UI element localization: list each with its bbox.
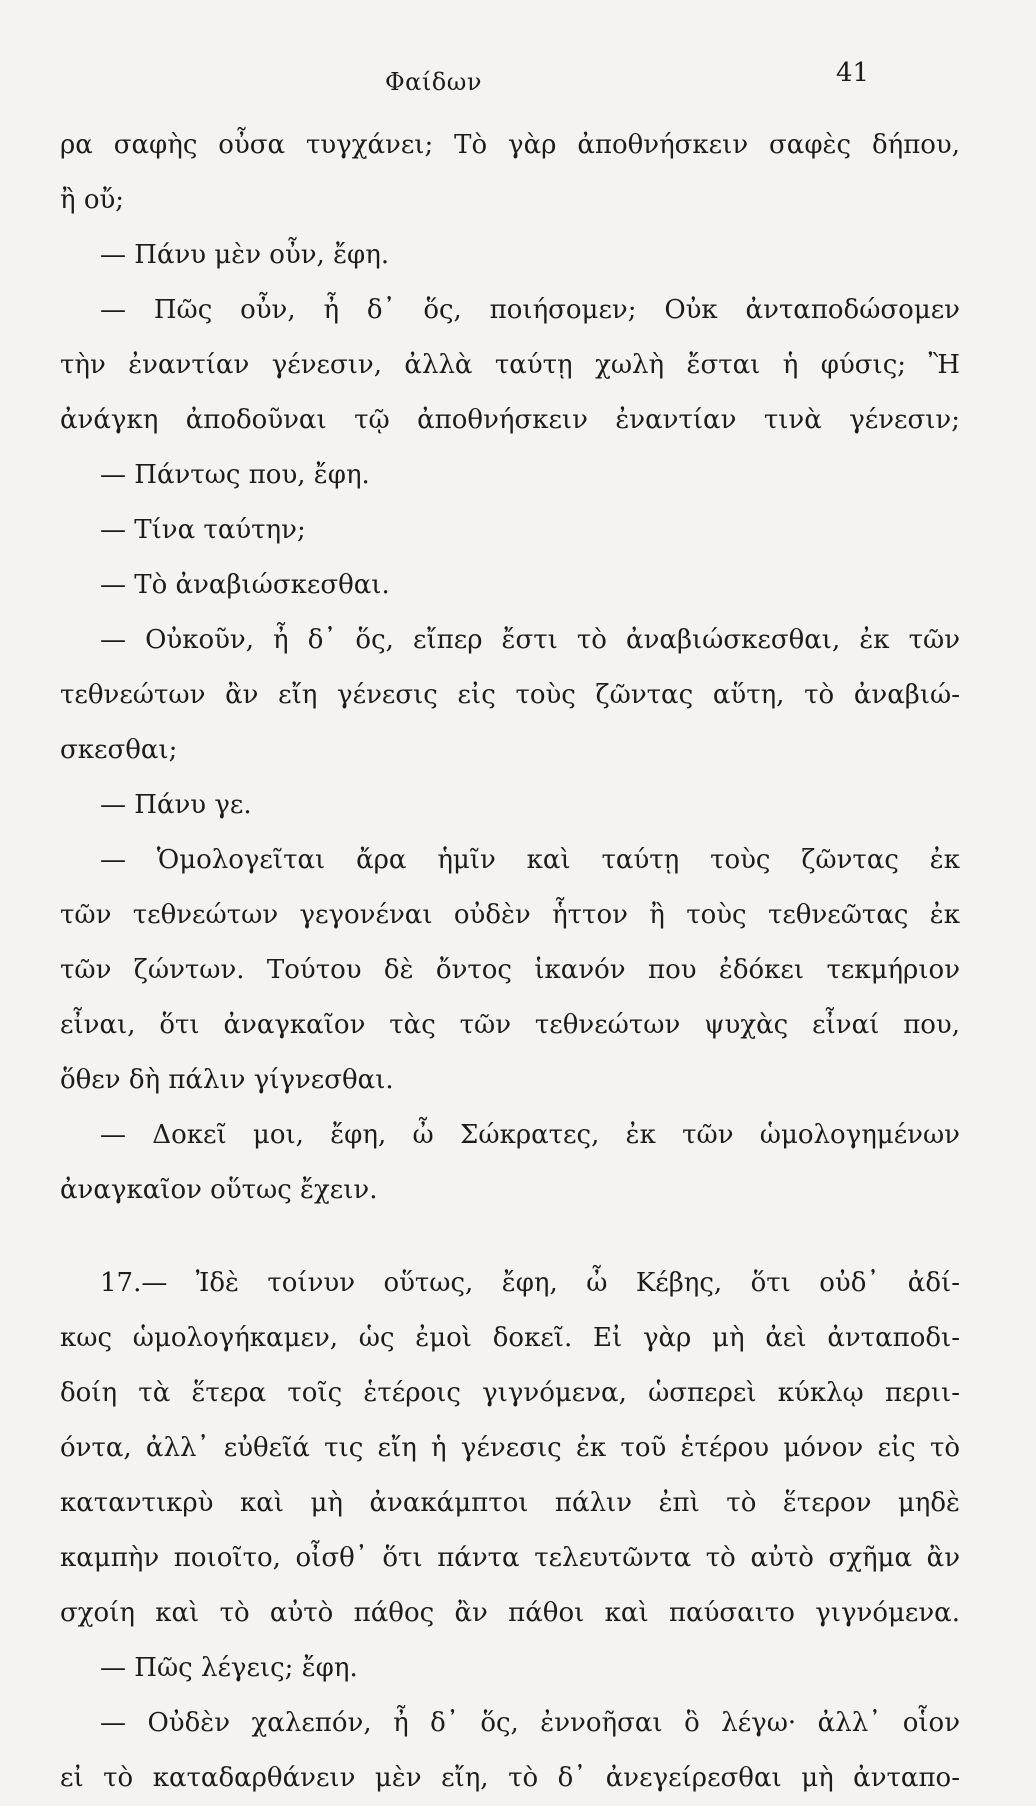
text-line: ρα σαφὴς οὖσα τυγχάνει; Τὸ γὰρ ἀποθνήσκειν σαφὲς δήπου, [60,130,960,160]
text-line: 17.— Ἰδὲ τοίνυν οὕτως, ἔφη, ὦ Κέβης, ὅτι οὐδ᾽ ἀδί- [100,1268,960,1298]
text-line: σχοίη καὶ τὸ αὐτὸ πάθος ἂν πάθοι καὶ παύσαιτο γιγνόμενα. [60,1598,960,1628]
text-line: — Πῶς οὖν, ἦ δ᾽ ὅς, ποιήσομεν; Οὐκ ἀνταποδώσομεν [100,295,960,325]
text-line: κως ὡμολογήκαμεν, ὡς ἐμοὶ δοκεῖ. Εἰ γὰρ μὴ ἀεὶ ἀνταποδι- [60,1323,960,1353]
body-text [60,118,960,1806]
text-line: τῶν ζώντων. Τούτου δὲ ὄντος ἱκανόν που ἐδόκει τεκμήριον [60,955,960,985]
text-line: τεθνεώτων ἂν εἴη γένεσις εἰς τοὺς ζῶντας αὕτη, τὸ ἀναβιώ- [60,680,960,710]
text-line: — Πάνυ γε. [100,790,252,820]
text-line: ὅθεν δὴ πάλιν γίγνεσθαι. [60,1065,394,1095]
text-line: — Δοκεῖ μοι, ἔφη, ὦ Σώκρατες, ἐκ τῶν ὡμολογημένων [100,1120,960,1150]
text-line: εἶναι, ὅτι ἀναγκαῖον τὰς τῶν τεθνεώτων ψυχὰς εἶναί που, [60,1010,960,1040]
text-line: σκεσθαι; [60,735,178,765]
text-line: εἰ τὸ καταδαρθάνειν μὲν εἴη, τὸ δ᾽ ἀνεγείρεσθαι μὴ ἀνταπο- [60,1763,960,1793]
text-line: ἢ οὔ; [60,185,125,215]
text-line: — Τὸ ἀναβιώσκεσθαι. [100,570,390,600]
text-line: — Ὁμολογεῖται ἄρα ἡμῖν καὶ ταύτῃ τοὺς ζῶντας ἐκ [100,845,960,875]
text-line: — Πάνυ μὲν οὖν, ἔφη. [100,240,390,270]
text-line: — Οὐδὲν χαλεπόν, ἦ δ᾽ ὅς, ἐννοῆσαι ὃ λέγω· ἀλλ᾽ οἷον [100,1708,960,1738]
text-line: ἀναγκαῖον οὕτως ἔχειν. [60,1175,378,1205]
text-line: όντα, ἀλλ᾽ εὐθεῖά τις εἴη ἡ γένεσις ἐκ τοῦ ἑτέρου μόνον εἰς τὸ [60,1433,960,1463]
text-line: — Οὐκοῦν, ἦ δ᾽ ὅς, εἴπερ ἔστι τὸ ἀναβιώσκεσθαι, ἐκ τῶν [100,625,960,655]
text-line: — Πῶς λέγεις; ἔφη. [100,1653,358,1683]
text-line: καμπὴν ποιοῖτο, οἶσθ᾽ ὅτι πάντα τελευτῶντα τὸ αὐτὸ σχῆμα ἂν [60,1543,960,1573]
page-number: 41 [836,58,870,88]
text-line: τῶν τεθνεώτων γεγονέναι οὐδὲν ἧττον ἢ τοὺς τεθνεῶτας ἐκ [60,900,960,930]
text-line: καταντικρὺ καὶ μὴ ἀνακάμπτοι πάλιν ἐπὶ τὸ ἕτερον μηδὲ [60,1488,960,1518]
text-line: δοίη τὰ ἕτερα τοῖς ἑτέροις γιγνόμενα, ὡσπερεὶ κύκλῳ περιι- [60,1378,960,1408]
text-line: τὴν ἐναντίαν γένεσιν, ἀλλὰ ταύτῃ χωλὴ ἔσται ἡ φύσις; Ἢ [60,350,960,380]
text-line: — Τίνα ταύτην; [100,515,306,545]
running-title: Φαίδων [385,68,482,96]
text-line: ἀνάγκη ἀποδοῦναι τῷ ἀποθνήσκειν ἐναντίαν τινὰ γένεσιν; [60,405,960,435]
text-line: — Πάντως που, ἔφη. [100,460,370,490]
